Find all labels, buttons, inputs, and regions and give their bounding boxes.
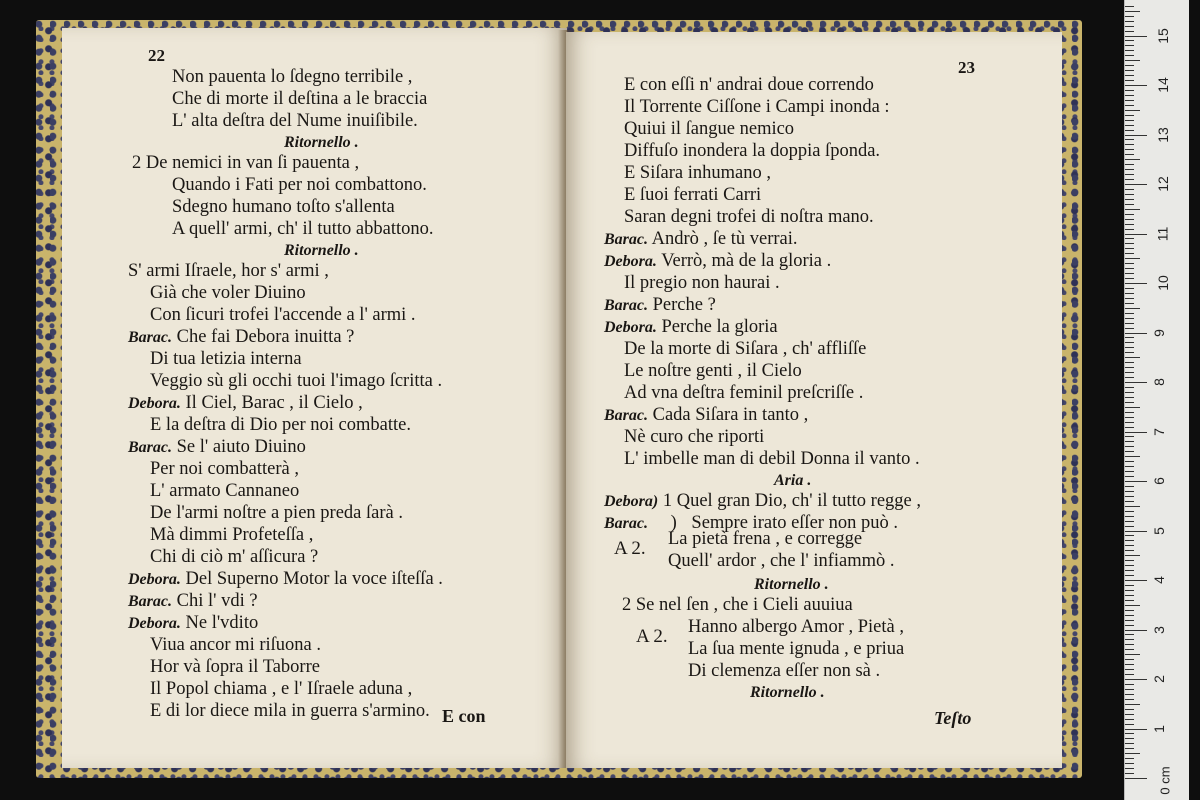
ruler-tick <box>1125 238 1134 239</box>
ruler-tick <box>1125 476 1134 477</box>
text-line: L' armato Cannaneo <box>150 481 300 501</box>
ruler-tick <box>1125 649 1134 650</box>
speaker-debora: Debora. <box>128 571 181 588</box>
dialogue-line <box>128 612 258 635</box>
text-line: E di lor diece mila in guerra s'armino. <box>150 701 430 721</box>
ruler-tick <box>1125 179 1134 180</box>
ruler-tick <box>1125 441 1134 442</box>
ruler-tick <box>1125 432 1147 433</box>
ruler-tick <box>1125 748 1134 749</box>
ruler-tick <box>1125 293 1134 294</box>
ruler-unit-label: 0 cm <box>1157 766 1173 795</box>
ruler-number: 8 <box>1150 378 1167 386</box>
ruler-tick <box>1125 585 1134 586</box>
text-line: Il Popol chiama , e l' Iſraele aduna , <box>150 679 413 699</box>
dialogue-line <box>604 316 778 339</box>
ruler-tick <box>1125 496 1134 497</box>
ruler-tick <box>1125 545 1134 546</box>
ruler-tick <box>1125 506 1140 507</box>
ruler-tick <box>1125 516 1134 517</box>
text-line: Hanno albergo Amor , Pietà , <box>688 617 904 637</box>
dialogue-line <box>604 294 716 317</box>
ruler-number: 6 <box>1150 477 1167 485</box>
ruler-tick <box>1125 328 1134 329</box>
ruler-tick <box>1125 694 1134 695</box>
ruler-tick <box>1125 738 1134 739</box>
ruler-tick <box>1125 352 1134 353</box>
ruler-tick <box>1125 605 1140 606</box>
text-line: L' alta deſtra del Nume inuiſibile. <box>172 111 418 131</box>
ruler-tick <box>1125 214 1134 215</box>
ruler-tick <box>1125 189 1134 190</box>
ruler-tick <box>1125 778 1147 779</box>
speaker-debora: Debora. <box>604 253 657 270</box>
text-line: Le noſtre genti , il Cielo <box>624 361 802 381</box>
ritornello-heading: Ritornello . <box>754 576 829 593</box>
ruler-tick <box>1125 461 1134 462</box>
ruler-tick <box>1125 531 1147 532</box>
text-line: De l'armi noſtre a pien preda ſarà . <box>150 503 403 523</box>
ruler-tick <box>1125 95 1134 96</box>
ruler-tick <box>1125 753 1140 754</box>
ruler-number: 7 <box>1150 427 1167 436</box>
ruler-tick <box>1125 595 1134 596</box>
dialogue-line <box>604 404 808 427</box>
ruler-tick <box>1125 194 1134 195</box>
ruler-tick <box>1125 535 1134 536</box>
text-line: Non pauenta lo ſdegno terribile , <box>172 67 413 87</box>
text-line: Già che voler Diuino <box>150 283 306 303</box>
ruler-tick <box>1125 446 1134 447</box>
ruler-tick <box>1125 313 1134 314</box>
ruler-tick <box>1125 679 1147 680</box>
ruler-tick <box>1125 565 1134 566</box>
ruler-tick <box>1125 684 1134 685</box>
ruler-number: 12 <box>1154 176 1171 192</box>
ruler-tick <box>1125 644 1134 645</box>
ruler-tick <box>1125 560 1134 561</box>
ruler-tick <box>1125 600 1134 601</box>
text-line: Diffuſo inondera la doppia ſponda. <box>624 141 881 161</box>
ruler-tick <box>1125 580 1147 581</box>
text-line: E ſuoi ferrati Carri <box>624 185 762 205</box>
text-line: Sdegno humano toſto s'allenta <box>172 197 395 217</box>
ruler-tick <box>1125 6 1134 7</box>
ruler-tick <box>1125 243 1134 244</box>
ritornello-heading: Ritornello . <box>284 134 359 151</box>
ruler-tick <box>1125 763 1134 764</box>
page-number-right: 23 <box>958 58 975 77</box>
ruler-tick <box>1125 417 1134 418</box>
speaker-debora: Debora. <box>128 615 181 632</box>
ruler-tick <box>1125 570 1134 571</box>
ruler-tick <box>1125 575 1134 576</box>
ruler-tick <box>1125 50 1134 51</box>
ruler-tick <box>1125 184 1147 185</box>
text-line: Che di morte il deſtina a le braccia <box>172 89 428 109</box>
left-page <box>62 28 567 768</box>
ruler-tick <box>1125 283 1147 284</box>
ruler-tick <box>1125 199 1134 200</box>
ritornello-heading: Ritornello . <box>284 242 359 259</box>
ruler-tick <box>1125 31 1134 32</box>
ruler-tick <box>1125 664 1134 665</box>
catchword: Teſto <box>934 708 972 728</box>
measuring-ruler <box>1124 0 1189 800</box>
text-line: Saran degni trofei di noſtra mano. <box>624 207 874 227</box>
dialogue-line <box>128 568 443 591</box>
ruler-tick <box>1125 733 1134 734</box>
ruler-tick <box>1125 342 1134 343</box>
ruler-tick <box>1125 139 1134 140</box>
ruler-tick <box>1125 174 1134 175</box>
ruler-tick <box>1125 729 1147 730</box>
ruler-tick <box>1125 55 1134 56</box>
ruler-number: 15 <box>1154 27 1171 44</box>
speech: 1 Quel gran Dio, ch' il tutto regge , <box>662 491 922 511</box>
ruler-number: 11 <box>1154 226 1171 241</box>
ruler-tick <box>1125 367 1134 368</box>
ruler-number: 3 <box>1150 625 1167 634</box>
text-line: La pietà frena , e corregge <box>668 529 863 549</box>
speech: Che fai Debora inuitta ? <box>176 327 355 347</box>
text-line: E con eſſi n' andrai doue correndo <box>624 75 874 95</box>
ritornello-heading: Ritornello . <box>750 684 825 701</box>
ruler-tick <box>1125 144 1134 145</box>
text-line: Mà dimmi Profeteſſa , <box>150 525 314 545</box>
ruler-tick <box>1125 159 1140 160</box>
speaker-debora: Debora. <box>128 395 181 412</box>
ruler-tick <box>1125 724 1134 725</box>
text-line: 2 Se nel ſen , che i Cieli auuiua <box>622 595 853 615</box>
speaker-barac: Barac. <box>128 593 172 610</box>
a2-marker: A 2. <box>614 538 646 559</box>
speaker-barac: Barac. <box>604 297 648 314</box>
speaker-barac: Barac. <box>604 407 648 424</box>
ruler-tick <box>1125 21 1134 22</box>
ruler-tick <box>1125 471 1134 472</box>
ruler-tick <box>1125 540 1134 541</box>
speech: Chi l' vdi ? <box>176 591 258 611</box>
ruler-number: 4 <box>1150 576 1167 584</box>
ruler-tick <box>1125 60 1140 61</box>
text-line: La ſua mente ignuda , e priua <box>688 639 905 659</box>
ruler-tick <box>1125 407 1140 408</box>
ruler-tick <box>1125 303 1134 304</box>
ruler-tick <box>1125 639 1134 640</box>
dialogue-line <box>604 250 831 273</box>
dialogue-line <box>604 228 798 251</box>
ruler-tick <box>1125 224 1134 225</box>
text-line: S' armi Iſraele, hor s' armi , <box>128 261 329 281</box>
ruler-tick <box>1125 105 1134 106</box>
ruler-tick <box>1125 219 1134 220</box>
ruler-tick <box>1125 768 1134 769</box>
ruler-tick <box>1125 372 1134 373</box>
text-line: E la deſtra di Dio per noi combatte. <box>150 415 411 435</box>
ruler-tick <box>1125 392 1134 393</box>
ruler-tick <box>1125 45 1134 46</box>
ruler-tick <box>1125 521 1134 522</box>
ruler-tick <box>1125 347 1134 348</box>
ruler-tick <box>1125 40 1134 41</box>
ruler-tick <box>1125 323 1134 324</box>
ruler-tick <box>1125 75 1134 76</box>
text-line: De la morte di Siſara , ch' affliſſe <box>624 339 867 359</box>
speech: Andrò , ſe tù verrai. <box>651 229 798 249</box>
ruler-tick <box>1125 288 1134 289</box>
ruler-number: 14 <box>1154 77 1171 93</box>
ruler-tick <box>1125 154 1134 155</box>
ruler-tick <box>1125 263 1134 264</box>
ruler-tick <box>1125 273 1134 274</box>
text-line: Hor và ſopra il Taborre <box>150 657 320 677</box>
ruler-tick <box>1125 436 1134 437</box>
ruler-tick <box>1125 278 1134 279</box>
text-line: Nè curo che riporti <box>624 427 765 447</box>
speech: Cada Siſara in tanto , <box>652 405 809 425</box>
ruler-tick <box>1125 234 1147 235</box>
ruler-tick <box>1125 412 1134 413</box>
ruler-number: 2 <box>1150 675 1167 683</box>
ruler-tick <box>1125 555 1140 556</box>
ruler-tick <box>1125 298 1134 299</box>
text-line: Il Torrente Ciſſone i Campi inonda : <box>624 97 890 117</box>
ruler-tick <box>1125 456 1140 457</box>
ruler-tick <box>1125 422 1134 423</box>
a2-marker: A 2. <box>636 626 668 647</box>
ruler-tick <box>1125 451 1134 452</box>
ruler-tick <box>1125 115 1134 116</box>
ruler-tick <box>1125 481 1147 482</box>
ruler-tick <box>1125 625 1134 626</box>
right-page <box>566 32 1062 768</box>
ruler-tick <box>1125 125 1134 126</box>
ruler-tick <box>1125 377 1134 378</box>
text-line: Ad vna deſtra feminil preſcriſſe . <box>624 383 864 403</box>
text-line: Quell' ardor , che l' infiammò . <box>668 551 895 571</box>
speaker-barac: Barac. <box>604 231 648 248</box>
ruler-tick <box>1125 550 1134 551</box>
ruler-tick <box>1125 719 1134 720</box>
ruler-tick <box>1125 630 1147 631</box>
page-number-left: 22 <box>148 46 165 65</box>
text-line: L' imbelle man di debil Donna il vanto . <box>624 449 920 469</box>
ruler-tick <box>1125 397 1134 398</box>
ruler-tick <box>1125 11 1140 12</box>
ruler-tick <box>1125 511 1134 512</box>
ruler-tick <box>1125 333 1147 334</box>
text-line: Veggio sù gli occhi tuoi l'imago ſcritta . <box>150 371 443 391</box>
ruler-tick <box>1125 130 1134 131</box>
ruler-tick <box>1125 634 1134 635</box>
aria-heading: Aria . <box>774 472 812 489</box>
ruler-tick <box>1125 26 1134 27</box>
ruler-tick <box>1125 169 1134 170</box>
ruler-tick <box>1125 90 1134 91</box>
ruler-tick <box>1125 362 1134 363</box>
dialogue-line <box>128 326 354 349</box>
dialogue-line <box>128 436 306 459</box>
ruler-tick <box>1125 65 1134 66</box>
text-line: Per noi combatterà , <box>150 459 299 479</box>
ruler-tick <box>1125 110 1140 111</box>
ruler-tick <box>1125 659 1134 660</box>
ruler-tick <box>1125 268 1134 269</box>
ruler-tick <box>1125 248 1134 249</box>
ruler-tick <box>1125 318 1134 319</box>
ruler-tick <box>1125 669 1134 670</box>
brace-mark: ) <box>670 513 677 533</box>
ruler-tick <box>1125 149 1134 150</box>
ruler-number: 9 <box>1150 328 1167 337</box>
ruler-tick <box>1125 427 1134 428</box>
speech: Il Ciel, Barac , il Cielo , <box>185 393 363 413</box>
ruler-tick <box>1125 70 1134 71</box>
text-line: Di clemenza eſſer non sà . <box>688 661 881 681</box>
text-line: Viua ancor mi riſuona . <box>150 635 321 655</box>
ruler-tick <box>1125 773 1134 774</box>
speech: Del Superno Motor la voce iſteſſa . <box>185 569 443 589</box>
ruler-tick <box>1125 229 1134 230</box>
text-line: Con ſicuri trofei l'accende a l' armi . <box>150 305 416 325</box>
ruler-tick <box>1125 590 1134 591</box>
ruler-tick <box>1125 615 1134 616</box>
ruler-tick <box>1125 758 1134 759</box>
ruler-tick <box>1125 36 1147 37</box>
ruler-number: 13 <box>1154 126 1171 143</box>
speech: Ne l'vdito <box>185 613 259 633</box>
ruler-tick <box>1125 100 1134 101</box>
ruler-tick <box>1125 85 1147 86</box>
ruler-tick <box>1125 491 1134 492</box>
ruler-tick <box>1125 610 1134 611</box>
speech: Perche la gloria <box>661 317 778 337</box>
ruler-tick <box>1125 135 1147 136</box>
ruler-tick <box>1125 654 1140 655</box>
text-line: Di tua letizia interna <box>150 349 302 369</box>
ruler-tick <box>1125 526 1134 527</box>
text-line: A quell' armi, ch' il tutto abbattono. <box>172 219 434 239</box>
ruler-tick <box>1125 80 1134 81</box>
ruler-number: 10 <box>1154 275 1171 291</box>
ruler-tick <box>1125 714 1134 715</box>
speaker-barac: Barac. <box>128 439 172 456</box>
ruler-tick <box>1125 16 1134 17</box>
ruler-tick <box>1125 699 1134 700</box>
ruler-tick <box>1125 743 1134 744</box>
speech: Perche ? <box>652 295 716 315</box>
ruler-tick <box>1125 466 1134 467</box>
ruler-tick <box>1125 209 1140 210</box>
speaker-debora: Debora) <box>604 493 659 510</box>
ruler-tick <box>1125 709 1134 710</box>
ruler-tick <box>1125 387 1134 388</box>
catchword: E con <box>442 706 486 726</box>
text-line: Quando i Fati per noi combattono. <box>172 175 427 195</box>
ruler-tick <box>1125 674 1134 675</box>
ruler-tick <box>1125 402 1134 403</box>
ruler-tick <box>1125 258 1140 259</box>
ruler-tick <box>1125 164 1134 165</box>
ruler-tick <box>1125 382 1147 383</box>
ruler-tick <box>1125 204 1134 205</box>
ruler-tick <box>1125 253 1134 254</box>
ruler-tick <box>1125 337 1134 338</box>
ruler-tick <box>1125 620 1134 621</box>
ruler-tick <box>1125 501 1134 502</box>
speech: Se l' aiuto Diuino <box>176 437 306 457</box>
ruler-tick <box>1125 689 1134 690</box>
text-line: Chi di ciò m' aſſicura ? <box>150 547 319 567</box>
speaker-barac: Barac. <box>128 329 172 346</box>
dialogue-line <box>604 490 921 513</box>
ruler-tick <box>1125 357 1140 358</box>
ruler-tick <box>1125 120 1134 121</box>
speaker-barac: Barac. <box>604 515 648 532</box>
speech: Verrò, mà de la gloria . <box>661 251 832 271</box>
ruler-number: 5 <box>1150 526 1167 535</box>
speech: Sempre irato eſſer non può . <box>691 513 898 533</box>
dialogue-line <box>128 392 363 415</box>
text-line: Quiui il ſangue nemico <box>624 119 795 139</box>
ruler-tick <box>1125 308 1140 309</box>
text-line: Il pregio non haurai . <box>624 273 780 293</box>
dialogue-line <box>128 590 258 613</box>
speaker-debora: Debora. <box>604 319 657 336</box>
ruler-tick <box>1125 486 1134 487</box>
text-line: E Siſara inhumano , <box>624 163 771 183</box>
ruler-tick <box>1125 704 1140 705</box>
ruler-number: 1 <box>1150 724 1167 733</box>
text-line: 2 De nemici in van ſi pauenta , <box>132 153 360 173</box>
